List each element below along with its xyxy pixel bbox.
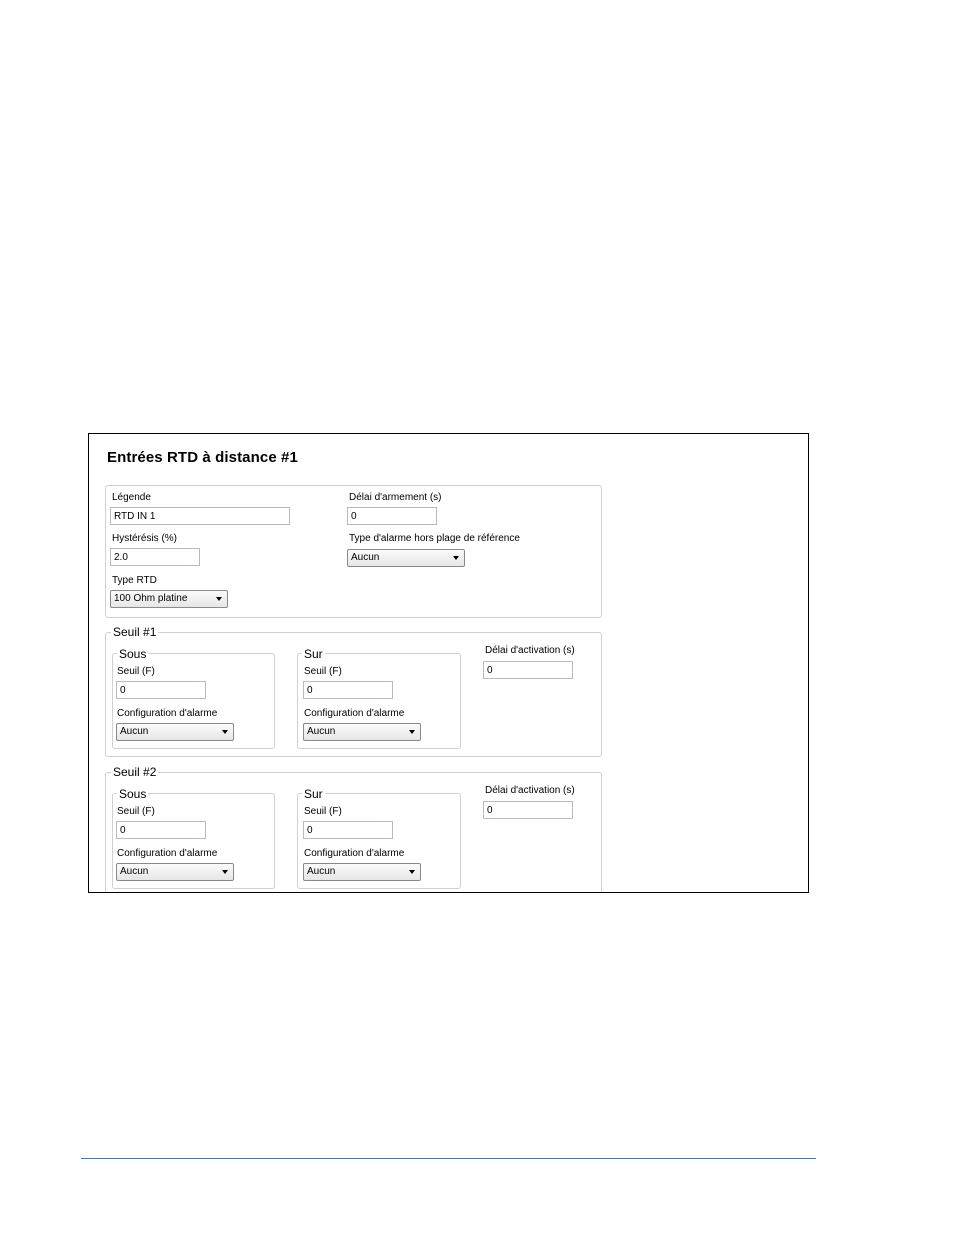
seuil-2-sous-title: Sous: [119, 787, 147, 801]
seuil-2-sous-config-select[interactable]: [116, 863, 234, 881]
seuil-1-sous-group: [112, 647, 275, 749]
legende-input[interactable]: [110, 507, 290, 525]
delai-armement-input[interactable]: [347, 507, 437, 525]
chevron-down-icon: [222, 730, 228, 734]
seuil-2-delai-activation-input[interactable]: [483, 801, 573, 819]
seuil-2-panel: [105, 765, 602, 893]
seuil-1-title: Seuil #1: [113, 625, 157, 639]
page-title: Entrées RTD à distance #1: [107, 449, 298, 466]
type-rtd-select[interactable]: [110, 590, 228, 608]
seuil-1-sous-config-value: Aucun: [120, 726, 149, 737]
seuil-1-sur-seuil-label: Seuil (F): [304, 666, 342, 677]
seuil-1-sur-title: Sur: [304, 647, 323, 661]
seuil-2-sur-group: [297, 787, 461, 889]
seuil-2-sur-title: Sur: [304, 787, 323, 801]
footer-rule: [81, 1158, 816, 1159]
chevron-down-icon: [216, 597, 222, 601]
general-panel: [105, 485, 602, 618]
type-rtd-select-value: 100 Ohm platine: [114, 593, 188, 604]
seuil-1-sur-seuil-input[interactable]: [303, 681, 393, 699]
type-alarme-select-value: Aucun: [351, 552, 380, 563]
rtd-settings-screenshot: [88, 433, 809, 893]
seuil-2-delai-activation-label: Délai d'activation (s): [485, 785, 575, 796]
seuil-2-sous-seuil-label: Seuil (F): [117, 806, 155, 817]
seuil-2-sous-config-label: Configuration d'alarme: [117, 848, 218, 859]
chevron-down-icon: [453, 556, 459, 560]
seuil-2-sur-config-label: Configuration d'alarme: [304, 848, 405, 859]
seuil-1-delai-activation-input[interactable]: [483, 661, 573, 679]
seuil-2-title: Seuil #2: [113, 765, 157, 779]
seuil-2-sous-seuil-input[interactable]: [116, 821, 206, 839]
seuil-1-sur-config-select[interactable]: [303, 723, 421, 741]
seuil-1-sur-group: [297, 647, 461, 749]
seuil-2-sur-seuil-input[interactable]: [303, 821, 393, 839]
chevron-down-icon: [409, 870, 415, 874]
seuil-1-sous-title: Sous: [119, 647, 147, 661]
delai-armement-label: Délai d'armement (s): [349, 492, 442, 503]
hysteresis-label: Hystérésis (%): [112, 533, 178, 544]
chevron-down-icon: [222, 870, 228, 874]
seuil-1-sous-config-label: Configuration d'alarme: [117, 708, 218, 719]
type-alarme-select[interactable]: [347, 549, 465, 567]
seuil-1-panel: [105, 625, 602, 757]
seuil-2-sous-group: [112, 787, 275, 889]
seuil-1-sur-config-value: Aucun: [307, 726, 336, 737]
seuil-1-sous-seuil-input[interactable]: [116, 681, 206, 699]
seuil-1-sur-config-label: Configuration d'alarme: [304, 708, 405, 719]
type-alarme-label: Type d'alarme hors plage de référence: [349, 533, 520, 544]
seuil-1-delai-activation-label: Délai d'activation (s): [485, 645, 575, 656]
seuil-1-sous-seuil-label: Seuil (F): [117, 666, 155, 677]
seuil-2-sur-config-select[interactable]: [303, 863, 421, 881]
type-rtd-label: Type RTD: [112, 575, 157, 586]
seuil-1-sous-config-select[interactable]: [116, 723, 234, 741]
seuil-2-sur-seuil-label: Seuil (F): [304, 806, 342, 817]
seuil-2-sur-config-value: Aucun: [307, 866, 336, 877]
legende-label: Légende: [112, 492, 151, 503]
hysteresis-input[interactable]: [110, 548, 200, 566]
chevron-down-icon: [409, 730, 415, 734]
seuil-2-sous-config-value: Aucun: [120, 866, 149, 877]
